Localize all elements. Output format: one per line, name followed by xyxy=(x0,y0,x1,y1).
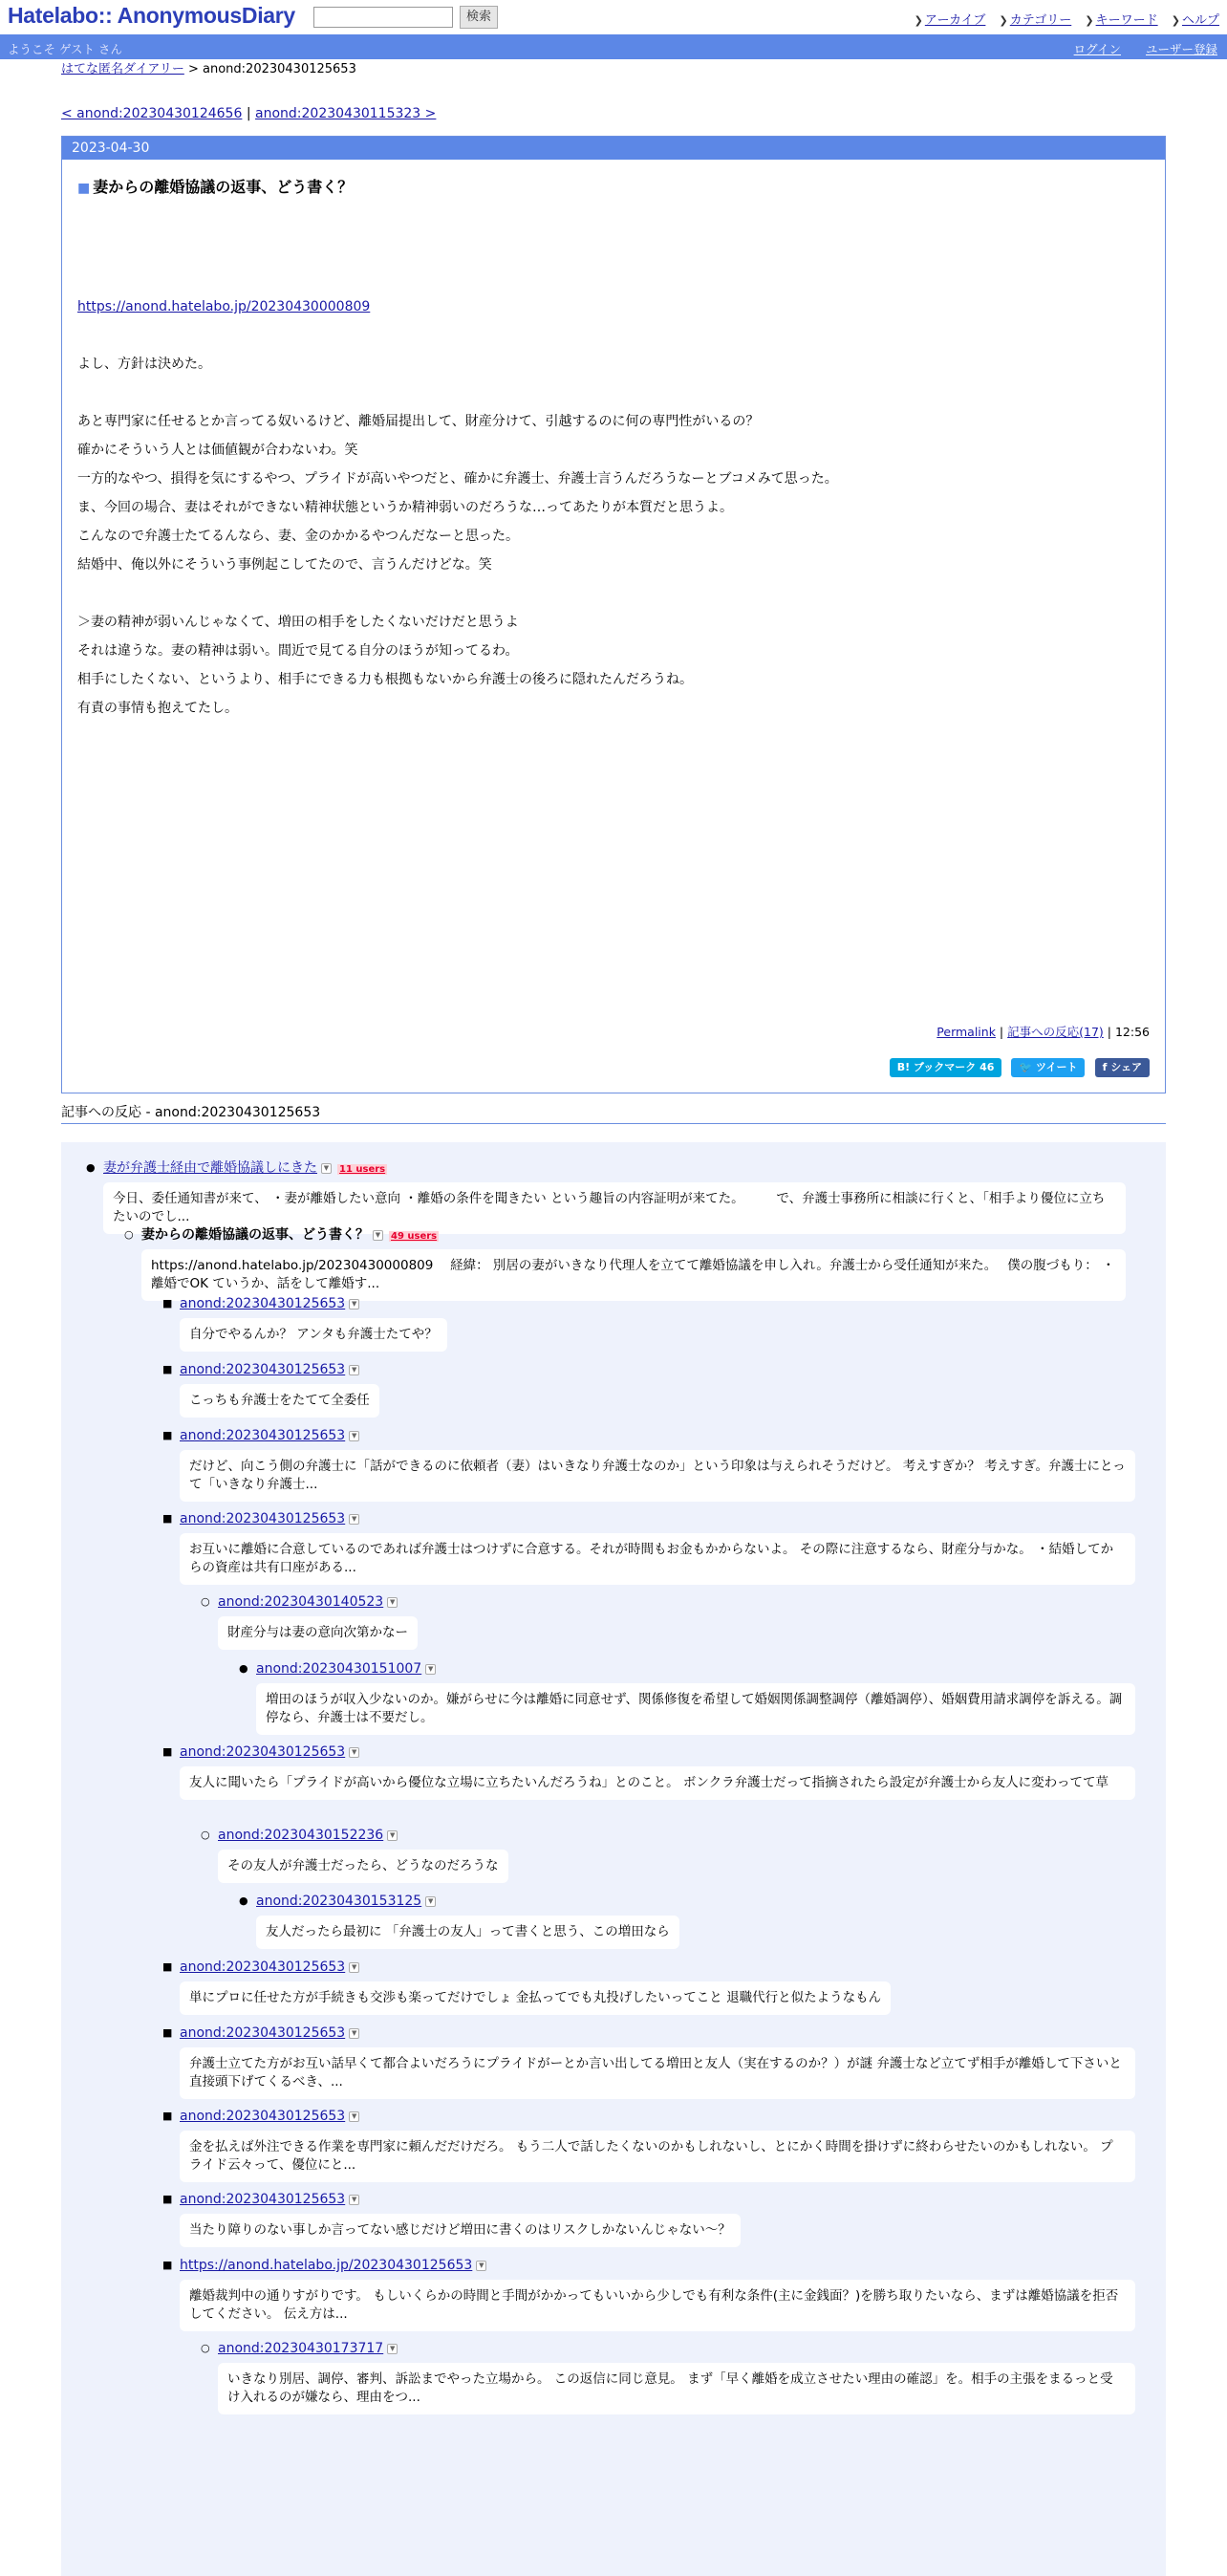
bullet-icon: ■ xyxy=(162,1429,173,1441)
reaction-snippet: お互いに離婚に合意しているのであれば弁護士はつけずに合意する。それが時間もお金もかからないよ。 その際に注意するなら、財産分与かな。 ・結婚してからの資産は共有口座がある... xyxy=(180,1533,1135,1585)
reaction-title[interactable]: anond:20230430125653 xyxy=(180,1362,346,1377)
reaction-snippet: 自分でやるんか？ アンタも弁護士たてや？ xyxy=(180,1318,447,1352)
reactions-tree xyxy=(61,1142,1166,2576)
reaction-item xyxy=(162,1425,1135,1502)
reaction-title[interactable]: 妻が弁護士経由で離婚協議しにきた xyxy=(103,1160,317,1176)
bookmark-button[interactable] xyxy=(890,1058,1002,1077)
chevron-down-icon[interactable]: ▼ xyxy=(349,2028,359,2039)
chevron-down-icon[interactable]: ▼ xyxy=(349,1514,359,1525)
reaction-title[interactable]: anond:20230430173717 xyxy=(218,2341,384,2356)
chevron-down-icon[interactable]: ▼ xyxy=(321,1163,332,1174)
reaction-item xyxy=(162,1293,447,1352)
breadcrumb-current: anond:20230430125653 xyxy=(203,62,356,76)
bullet-icon: ■ xyxy=(162,2110,173,2122)
chevron-right-icon: ❯ xyxy=(1171,14,1180,27)
main-content xyxy=(61,59,1166,1124)
entry-link[interactable]: https://anond.hatelabo.jp/20230430000809 xyxy=(77,299,371,314)
entry-line: 有責の事情も抱えてたし。 xyxy=(77,701,238,716)
chevron-down-icon[interactable]: ▼ xyxy=(349,1747,359,1758)
reaction-title[interactable]: anond:20230430125653 xyxy=(180,2025,346,2041)
entry-title-row xyxy=(77,175,1150,197)
chevron-right-icon: ❯ xyxy=(914,14,923,27)
bookmark-users-badge[interactable]: 11 users xyxy=(339,1164,386,1175)
reaction-snippet: 友人に聞いたら「プライドが高いから優位な立場に立ちたいんだろうね」とのこと。 ボンクラ弁護士だって指摘されたら設定が弁護士から友人に変わってて草 xyxy=(180,1766,1135,1800)
bullet-icon: ● xyxy=(86,1161,96,1174)
breadcrumb-home[interactable]: はてな匿名ダイアリー xyxy=(61,62,184,76)
bookmark-label: B! ブックマーク xyxy=(896,1061,977,1073)
chevron-down-icon[interactable]: ▼ xyxy=(387,2344,398,2354)
bullet-icon: ○ xyxy=(201,1829,210,1841)
reaction-item xyxy=(162,1508,1135,1585)
reaction-snippet: 当たり障りのない事しか言ってない感じだけど増田に書くのはリスクしかないんじゃない～？ xyxy=(180,2214,741,2247)
reaction-snippet: 財産分与は妻の意向次第かなー xyxy=(218,1616,418,1650)
reaction-item xyxy=(124,1224,1126,1301)
top-header xyxy=(0,0,1227,34)
reaction-title: 妻からの離婚協議の返事、どう書く？ xyxy=(141,1227,369,1243)
permalink[interactable]: Permalink xyxy=(936,1025,996,1039)
nav-keyword[interactable]: キーワード xyxy=(1095,13,1158,28)
reaction-title[interactable]: https://anond.hatelabo.jp/20230430125653 xyxy=(180,2258,473,2273)
entry-footer: Permalink | 記事への反応(17) | 12:56 xyxy=(936,1025,1150,1039)
welcome-text: ようこそ ゲスト さん xyxy=(8,42,122,56)
entry-line: こんなので弁護士たてるんなら、妻、金のかかるやつんだなーと思った。 xyxy=(77,529,519,544)
reaction-title[interactable]: anond:20230430125653 xyxy=(180,1959,346,1975)
reaction-item xyxy=(201,2338,1135,2414)
entry-line: 一方的なやつ、損得を気にするやつ、プライドが高いやつだと、確かに弁護士、弁護士言うんだろうなーとブコメみて思った。 xyxy=(77,471,838,487)
chevron-down-icon[interactable]: ▼ xyxy=(476,2261,486,2271)
reaction-snippet: https://anond.hatelabo.jp/20230430000809 経緯： 別居の妻がいきなり代理人を立てて離婚協議を申し入れ。弁護士から受任通知が来た。 僕の腹づもり： ・離婚でOK ていうか、話をして離婚す... xyxy=(141,1249,1126,1301)
breadcrumb xyxy=(61,59,1166,80)
reaction-item xyxy=(162,2023,1135,2099)
chevron-down-icon[interactable]: ▼ xyxy=(387,1830,398,1841)
reaction-title[interactable]: anond:20230430152236 xyxy=(218,1828,384,1843)
top-nav xyxy=(905,10,1219,28)
nav-help[interactable]: ヘルプ xyxy=(1181,13,1219,28)
reaction-snippet: 弁護士立てた方がお互い話早くて都合よいだろうにプライドがーとか言い出してる増田と友人（実在するのか？）が謎 弁護士など立てず相手が離婚して下さいと直接頭下げてくるべき、... xyxy=(180,2047,1135,2099)
reaction-snippet: 友人だったら最初に 「弁護士の友人」って書くと思う、この増田なら xyxy=(256,1916,679,1949)
bullet-icon: ■ xyxy=(162,1960,173,1973)
reaction-item xyxy=(162,1742,1135,1800)
next-entry-link[interactable]: anond:20230430115323 > xyxy=(255,106,437,121)
twitter-icon: 🐦 xyxy=(1019,1061,1033,1073)
reaction-item xyxy=(162,2255,1135,2331)
reaction-title[interactable]: anond:20230430140523 xyxy=(218,1594,384,1610)
entry-time: 12:56 xyxy=(1114,1025,1150,1039)
nav-archive[interactable]: アーカイブ xyxy=(924,13,986,28)
login-link[interactable]: ログイン xyxy=(1073,42,1121,56)
chevron-down-icon[interactable]: ▼ xyxy=(349,2195,359,2205)
chevron-down-icon[interactable]: ▼ xyxy=(373,1230,383,1241)
facebook-icon: f xyxy=(1102,1061,1108,1073)
bullet-icon: ■ xyxy=(162,2193,173,2205)
site-logo[interactable]: Hatelabo:: AnonymousDiary xyxy=(8,3,295,28)
reaction-title[interactable]: anond:20230430125653 xyxy=(180,1744,346,1760)
facebook-share-button[interactable] xyxy=(1095,1058,1150,1077)
nav-category[interactable]: カテゴリー xyxy=(1009,13,1072,28)
reaction-snippet: いきなり別居、調停、審判、訴訟までやった立場から。 この返信に同じ意見。 まず「早く離婚を成立させたい理由の確認」を。相手の主張をまるっと受け入れるのが嫌なら、理由をつ... xyxy=(218,2363,1135,2414)
reaction-snippet: 今日、委任通知書が来て、 ・妻が離婚したい意向 ・離婚の条件を聞きたい という趣旨の内容証明が来てた。 で、弁護士事務所に相談に行くと、「相手より優位に立ちたいのでし... xyxy=(103,1182,1126,1234)
chevron-right-icon: ❯ xyxy=(1085,14,1094,27)
bullet-icon: ■ xyxy=(162,1297,173,1310)
bullet-icon: ■ xyxy=(162,1363,173,1375)
bullet-icon: ■ xyxy=(162,2026,173,2039)
bullet-icon: ■ xyxy=(162,1512,173,1525)
reaction-item xyxy=(162,1957,891,2015)
entry-date: 2023-04-30 xyxy=(62,137,1165,160)
entry-title: 妻からの離婚協議の返事、どう書く？ xyxy=(93,178,354,196)
reaction-item xyxy=(239,1658,1135,1735)
entry-line: それは違うな。妻の精神は弱い。間近で見てる自分のほうが知ってるわ。 xyxy=(77,643,519,659)
entry-line: あと専門家に任せるとか言ってる奴いるけど、離婚届提出して、財産分けて、引越するのに何の専門性がいるの？ xyxy=(77,414,760,429)
reaction-snippet: 離婚裁判中の通りすがりです。 もしいくらかの時間と手間がかかってもいいから少しでも有利な条件(主に金銭面？)を勝ち取りたいなら、まずは離婚協議を拒否してください。 伝え方は... xyxy=(180,2280,1135,2331)
entry-line: よし、方針は決めた。 xyxy=(77,357,211,372)
user-bar xyxy=(0,34,1227,59)
chevron-down-icon[interactable]: ▼ xyxy=(387,1597,398,1608)
reaction-snippet: だけど、向こう側の弁護士に「話ができるのに依頼者（妻）はいきなり弁護士なのか」という印象は与えられそうだけど。 考えすぎか？ 考えすぎ。弁護士にとって「いきなり弁護士... xyxy=(180,1450,1135,1502)
reactions-heading: 記事への反応 - anond:20230430125653 xyxy=(61,1101,1166,1124)
reaction-title[interactable]: anond:20230430125653 xyxy=(180,1511,346,1526)
chevron-down-icon[interactable]: ▼ xyxy=(349,1365,359,1375)
reaction-title[interactable]: anond:20230430125653 xyxy=(180,2192,346,2207)
reaction-snippet: その友人が弁護士だったら、どうなのだろうな xyxy=(218,1850,508,1883)
entry-line: 確かにそういう人とは価値観が合わないわ。笑 xyxy=(77,443,358,458)
entry-line: ＞妻の精神が弱いんじゃなくて、増田の相手をしたくないだけだと思うよ xyxy=(77,615,519,630)
entry-box xyxy=(61,136,1166,1093)
reaction-item xyxy=(239,1891,679,1949)
reaction-snippet: 金を払えば外注できる作業を専門家に頼んだだけだろ。 もう二人で話したくないのかもしれないし、とにかく時間を掛けずに終わらせたいのかもしれない。 プライド云々って、優位にと... xyxy=(180,2131,1135,2182)
entry-body xyxy=(77,175,1150,723)
entry-line: 結婚中、俺以外にそういう事例起こしてたので、言うんだけどな。笑 xyxy=(77,557,492,573)
reaction-item xyxy=(201,1591,418,1650)
bookmark-count: 46 xyxy=(979,1061,995,1073)
bullet-icon: ■ xyxy=(162,2259,173,2271)
tweet-label: ツイート xyxy=(1036,1061,1078,1073)
reaction-snippet: 増田のほうが収入少ないのか。嫌がらせに今は離婚に同意せず、関係修復を希望して婚姻関係調整調停（離婚調停）、婚姻費用請求調停を訴える。調停なら、弁護士は不要だし。 xyxy=(256,1683,1135,1735)
chevron-down-icon[interactable]: ▼ xyxy=(349,2111,359,2122)
reaction-item xyxy=(201,1825,508,1883)
reaction-item xyxy=(162,2189,741,2247)
reaction-snippet: こっちも弁護士をたてて全委任 xyxy=(180,1384,379,1418)
entry-line: ま、今回の場合、妻はそれができない精神状態というか精神弱いのだろうな…ってあたりが本質だと思うよ。 xyxy=(77,500,733,515)
chevron-down-icon[interactable]: ▼ xyxy=(425,1896,436,1907)
share-buttons xyxy=(885,1056,1150,1075)
bookmark-users-badge[interactable]: 49 users xyxy=(391,1231,438,1242)
pager xyxy=(61,101,1166,126)
bullet-icon: ● xyxy=(239,1894,248,1907)
bullet-icon: ○ xyxy=(201,1595,210,1608)
register-link[interactable]: ユーザー登録 xyxy=(1145,42,1217,56)
reaction-snippet: 単にプロに任せた方が手続きも交渉も楽ってだけでしょ 金払ってでも丸投げしたいってこと 退職代行と似たようなもん xyxy=(180,1981,891,2015)
pager-separator: | xyxy=(242,106,256,121)
search-input[interactable] xyxy=(313,7,453,28)
reaction-item xyxy=(162,2106,1135,2182)
entry-square-icon[interactable]: ■ xyxy=(77,181,91,196)
reaction-title[interactable]: anond:20230430153125 xyxy=(256,1894,422,1909)
bullet-icon: ○ xyxy=(201,2342,210,2354)
reaction-title[interactable]: anond:20230430125653 xyxy=(180,1428,346,1443)
search-button[interactable]: 検索 xyxy=(460,6,498,29)
chevron-down-icon[interactable]: ▼ xyxy=(349,1299,359,1310)
reactions-link[interactable]: 記事への反応(17) xyxy=(1007,1025,1104,1039)
bullet-icon: ○ xyxy=(124,1228,134,1241)
fb-label: シェア xyxy=(1110,1061,1142,1073)
reaction-title[interactable]: anond:20230430151007 xyxy=(256,1661,422,1677)
chevron-down-icon[interactable]: ▼ xyxy=(349,1962,359,1973)
reaction-item xyxy=(162,1359,379,1418)
reaction-title[interactable]: anond:20230430125653 xyxy=(180,2109,346,2124)
bullet-icon: ■ xyxy=(162,1745,173,1758)
reaction-title[interactable]: anond:20230430125653 xyxy=(180,1296,346,1311)
chevron-down-icon[interactable]: ▼ xyxy=(349,1431,359,1441)
bullet-icon: ● xyxy=(239,1662,248,1675)
prev-entry-link[interactable]: < anond:20230430124656 xyxy=(61,106,243,121)
tweet-button[interactable] xyxy=(1011,1058,1085,1077)
chevron-down-icon[interactable]: ▼ xyxy=(425,1664,436,1675)
chevron-right-icon: ❯ xyxy=(999,14,1008,27)
entry-line: 相手にしたくない、というより、相手にできる力も根拠もないから弁護士の後ろに隠れたんだろうね。 xyxy=(77,672,693,687)
reaction-item xyxy=(86,1158,1126,1234)
breadcrumb-separator: > xyxy=(183,62,204,76)
